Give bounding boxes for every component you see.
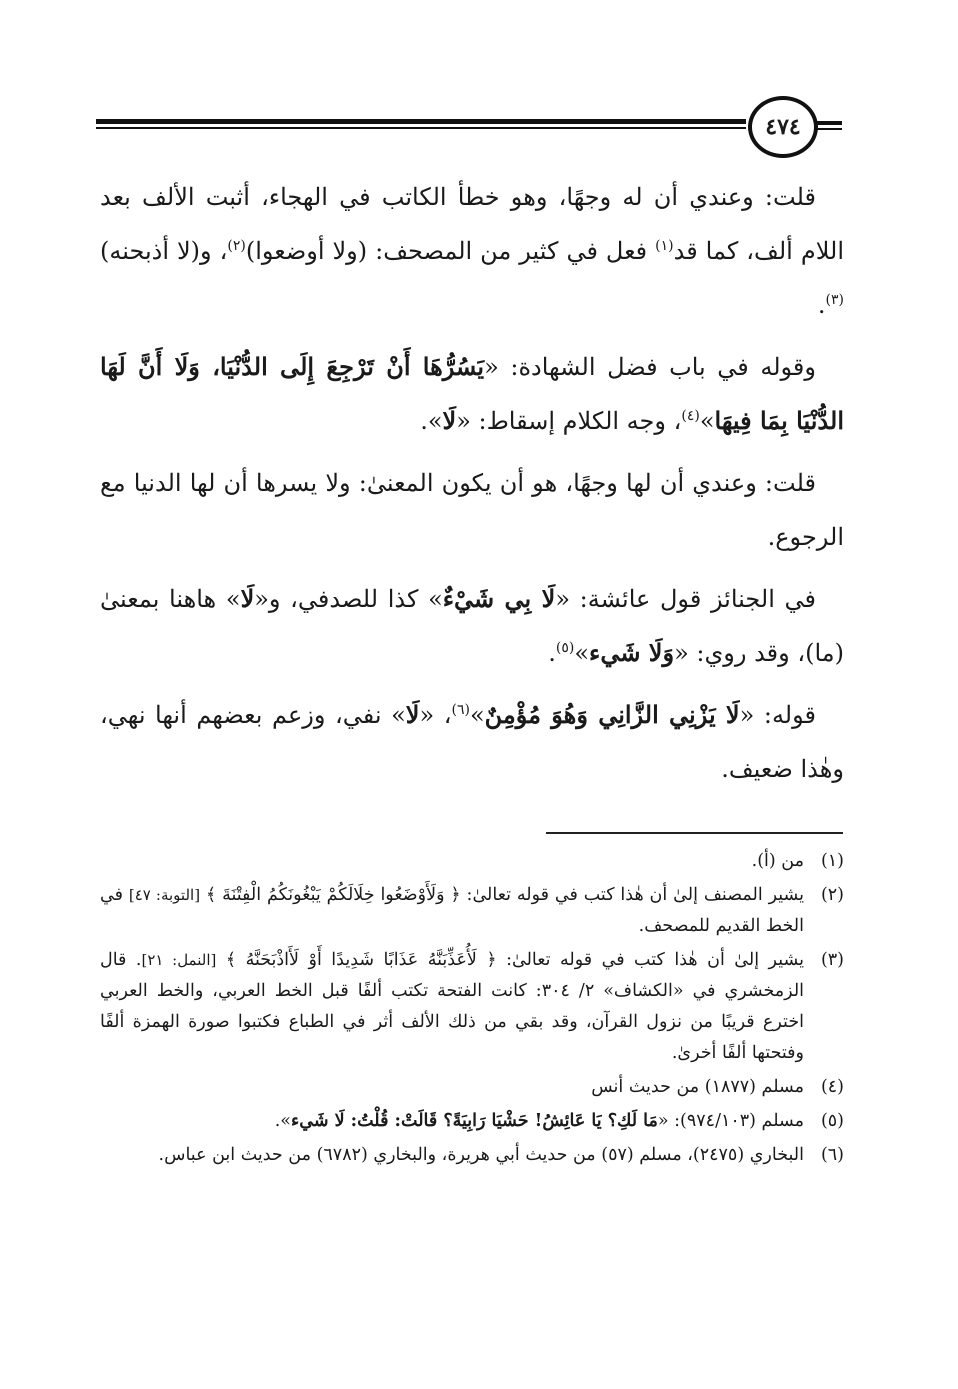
verse-reference: [التوبة: ٤٧] <box>128 886 201 904</box>
footnote-1 <box>100 846 844 877</box>
footnote-marker[interactable]: (١) <box>655 238 674 254</box>
hadith-quote: مَا لَكِ؟ يَا عَائِشُ! حَشْيَا رَابِيَةً؟ قَالَتْ: قُلْتُ: لَا شَيء <box>291 1111 658 1131</box>
text: . قال الزمخشري في «الكشاف» ٢/ ٣٠٤: كانت الفتحة تكتب ألفًا قبل الخط العربي، والخط العربي اخترع قريبًا من نزول القرآن، وقد بقي من ذلك الألف أثر في الطباع فكتبوا صورة الهمزة ألفًا وفتحتها ألفًا أخرىٰ. <box>100 950 805 1063</box>
footnote-marker[interactable]: (٥) <box>555 640 575 656</box>
footnote-number: (٣) <box>820 950 844 970</box>
footnote-4 <box>100 1072 844 1103</box>
text: . <box>817 291 826 319</box>
page-header <box>96 96 842 156</box>
text: » <box>699 407 715 435</box>
text: . <box>548 639 556 667</box>
footnote-number: (٢) <box>820 885 844 905</box>
text: » هاهنا بمعنىٰ (ما)، وقد روي: « <box>100 585 844 667</box>
footnote-text: البخاري (٢٤٧٥)، مسلم (٥٧) من حديث أبي هريرة، والبخاري (٦٧٨٢) من حديث ابن عباس. <box>158 1145 804 1165</box>
footnote-marker[interactable]: (٦) <box>451 702 470 718</box>
text: فعل في كثير من المصحف: (ولا أوضعوا) <box>245 237 656 265</box>
header-rule-thick <box>96 119 746 124</box>
text: ». <box>420 407 443 435</box>
paragraph-1 <box>100 170 844 332</box>
footnote-text <box>100 1106 804 1137</box>
footnote-text: من (أ). <box>751 851 804 871</box>
text: وقوله في باب فضل الشهادة: « <box>484 353 816 381</box>
footnote-6 <box>100 1140 844 1171</box>
text: في الجنائز قول عائشة: « <box>555 585 817 613</box>
footnote-5 <box>100 1106 844 1137</box>
footnote-divider <box>546 832 843 834</box>
text: يشير المصنف إلىٰ أن هٰذا كتب في قوله تعالىٰ: ﴿ وَلَأَوْضَعُوا خِلَالَكُمْ يَبْغُونَكُمُ الْفِتْنَةَ ﴾ <box>205 885 804 905</box>
footnote-text <box>100 880 804 942</box>
text: ، « <box>419 701 452 729</box>
main-text <box>100 170 844 804</box>
paragraph-4 <box>100 572 844 680</box>
footnotes <box>100 846 844 1174</box>
text: ، و(لا أذبحنه) <box>100 237 228 265</box>
footnote-text: مسلم (١٨٧٧) من حديث أنس <box>591 1077 804 1097</box>
hadith-quote: لَا بِي شَيْءٌ <box>442 584 556 613</box>
footnote-marker[interactable]: (٤) <box>681 408 700 424</box>
footnote-number: (٦) <box>820 1145 844 1165</box>
paragraph-2 <box>100 340 844 448</box>
text: يشير إلىٰ أن هٰذا كتب في قوله تعالىٰ: ﴿ لَأُعَذِّبَنَّهُ عَذَابًا شَدِيدًا أَوْ لَأَاذْبَحَنَّهُ ﴾ <box>225 950 804 970</box>
verse-reference: [النمل: ٢١] <box>141 951 217 969</box>
text: » <box>469 701 485 729</box>
hadith-quote: لَا <box>240 584 255 613</box>
paragraph-3: قلت: وعندي أن لها وجهًا، هو أن يكون المعنىٰ: ولا يسرها أن لها الدنيا مع الرجوع. <box>100 469 844 551</box>
text: ». <box>274 1111 292 1131</box>
hadith-quote: لَا <box>442 406 457 435</box>
header-rule-thin <box>96 127 746 129</box>
hadith-quote: لَا <box>405 700 420 729</box>
footnote-number: (٤) <box>820 1077 844 1097</box>
text: مسلم (٩٧٤/١٠٣): « <box>657 1111 804 1131</box>
hadith-quote: وَلَا شَيء <box>589 638 675 667</box>
text: » كذا للصدفي، و« <box>254 585 443 613</box>
footnote-2 <box>100 880 844 942</box>
footnote-marker[interactable]: (٣) <box>825 292 844 308</box>
text: » <box>574 639 590 667</box>
text: في الخط القديم للمصحف. <box>100 885 804 936</box>
footnote-marker[interactable]: (٢) <box>227 238 246 254</box>
text: قوله: « <box>739 701 816 729</box>
footnote-number: (١) <box>820 851 844 871</box>
footnote-text <box>100 945 804 1069</box>
footnote-3 <box>100 945 844 1069</box>
text: » نفي، وزعم بعضهم أنها نهي، وهٰذا ضعيف. <box>100 701 844 783</box>
paragraph-5 <box>100 688 844 796</box>
footnote-number: (٥) <box>820 1111 844 1131</box>
text: قلت: وعندي أن له وجهًا، وهو خطأ الكاتب في الهجاء، أثبت الألف بعد اللام ألف، كما قد <box>100 183 844 265</box>
hadith-quote: لَا يَزْنِي الزَّانِي وَهُوَ مُؤْمِنٌ <box>484 700 740 729</box>
text: ، وجه الكلام إسقاط: « <box>456 407 682 435</box>
hadith-quote: يَسُرُّهَا أَنْ تَرْجِعَ إِلَى الدُّنْيَا، وَلَا أَنَّ لَهَا الدُّنْيَا بِمَا فِيهَا <box>100 352 844 435</box>
page-number: ٤٧٤ <box>748 96 818 158</box>
